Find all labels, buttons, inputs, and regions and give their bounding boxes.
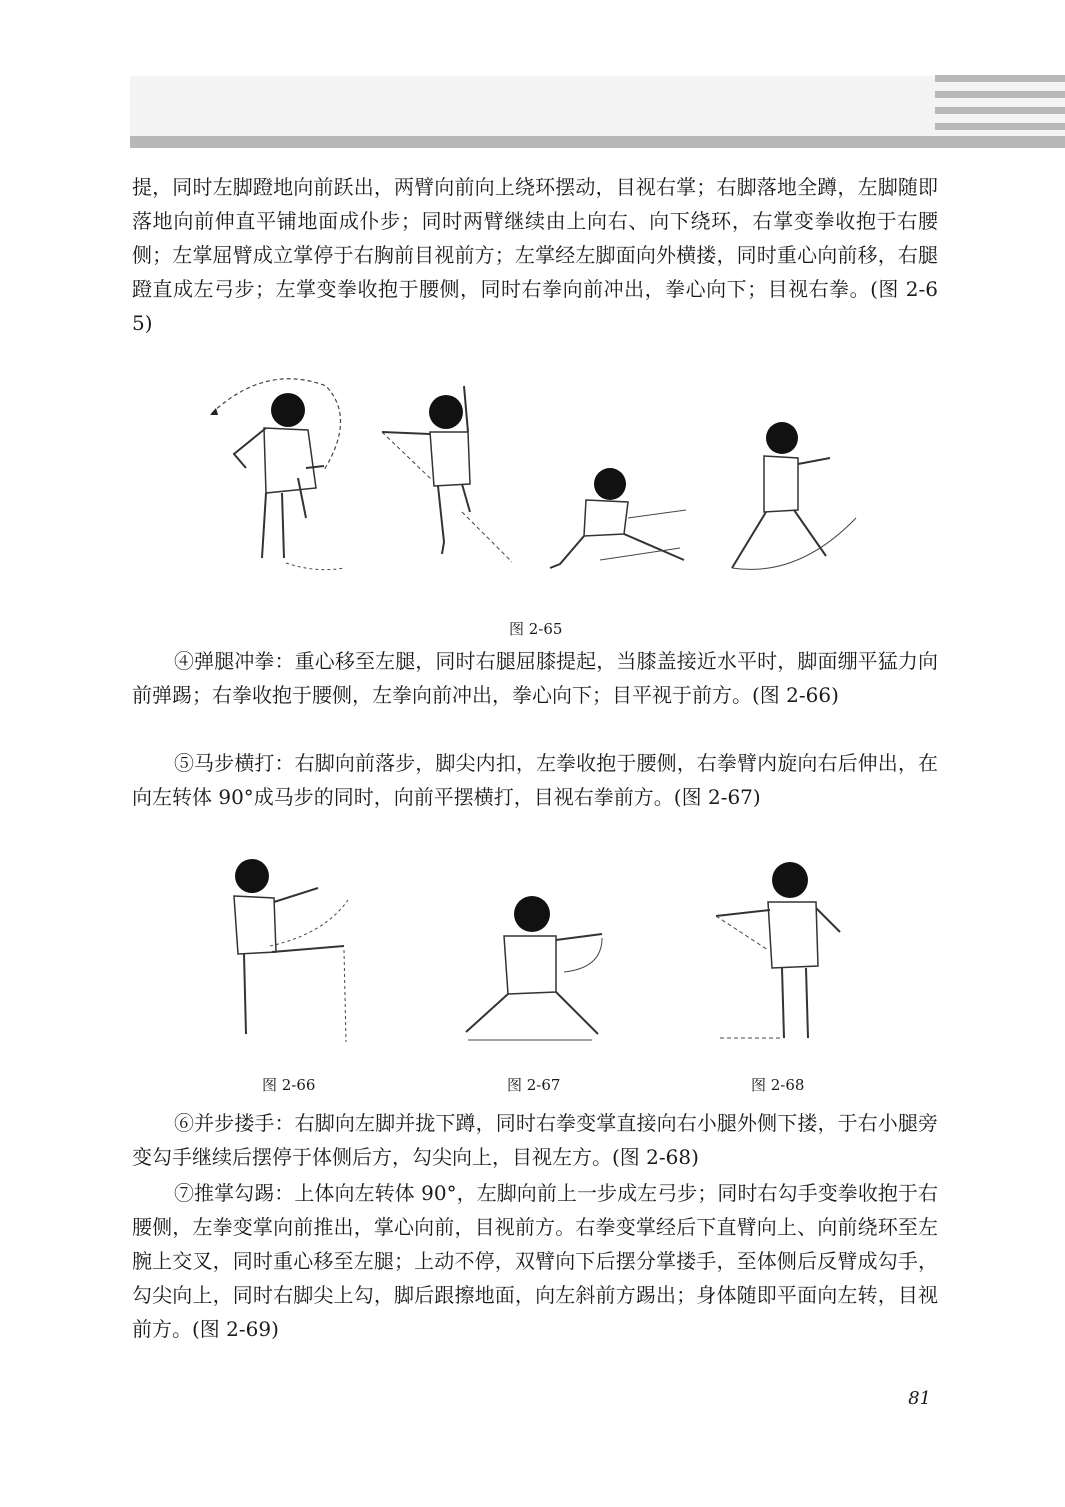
figure-2-67-caption: 图 2-67 <box>507 1076 561 1094</box>
header-band <box>130 76 1065 136</box>
figure-2-65-frame-1 <box>206 358 346 586</box>
page-number: 81 <box>908 1388 931 1409</box>
figure-2-67 <box>452 888 616 1054</box>
figure-2-68 <box>706 852 850 1052</box>
header-rule <box>130 136 1065 148</box>
paragraph-1: 提，同时左脚蹬地向前跃出，两臂向前向上绕环摆动，目视右掌；右脚落地全蹲，左脚随即落地向前伸直平铺地面成仆步；同时两臂继续由上向右、向下绕环，右掌变拳收抱于右腰侧；左掌屈臂成立掌停于右胸前目视前方；左掌经左脚面向外横搂，同时重心向前移，右腿蹬直成左弓步；左掌变拳收抱于腰侧，同时右拳向前冲出，拳心向下；目视右拳。(图 2-65) <box>132 175 938 335</box>
figure-2-65-frame-3 <box>540 464 694 578</box>
figure-2-65-frame-4 <box>718 418 862 584</box>
figure-2-66-caption: 图 2-66 <box>262 1076 316 1094</box>
figure-2-65-caption: 图 2-65 <box>509 620 563 638</box>
paragraph-5: ⑦推掌勾踢：上体向左转体 90°，左脚向前上一步成左弓步；同时右勾手变拳收抱于右腰侧，左拳变掌向前推出，掌心向前，目视前方。右拳变掌经后下直臂向上、向前绕环至左腕上交叉，同时重心移至左腿；上动不停，双臂向下后摆分掌搂手，至体侧后反臂成勾手，勾尖向上，同时右脚尖上勾，脚后跟擦地面，向左斜前方踢出；身体随即平面向左转，目视前方。(图 2-69) <box>132 1181 938 1341</box>
paragraph-2: ④弹腿冲拳：重心移至左腿，同时右腿屈膝提起，当膝盖接近水平时，脚面绷平猛力向前弹踢；右拳收抱于腰侧，左拳向前冲出，拳心向下；目平视于前方。(图 2-66) <box>132 649 938 707</box>
figure-2-66 <box>214 854 360 1052</box>
header-stripes <box>935 75 1065 139</box>
paragraph-3: ⑤马步横打：右脚向前落步，脚尖内扣，左拳收抱于腰侧，右拳臂内旋向右后伸出，在向左转体 90°成马步的同时，向前平摆横打，目视右拳前方。(图 2-67) <box>132 751 938 809</box>
paragraph-4: ⑥并步搂手：右脚向左脚并拢下蹲，同时右拳变掌直接向右小腿外侧下搂，于右小腿旁变勾手继续后摆停于体侧后方，勾尖向上，目视左方。(图 2-68) <box>132 1111 938 1169</box>
figure-2-68-caption: 图 2-68 <box>751 1076 805 1094</box>
figure-2-65-frame-2 <box>372 372 518 584</box>
